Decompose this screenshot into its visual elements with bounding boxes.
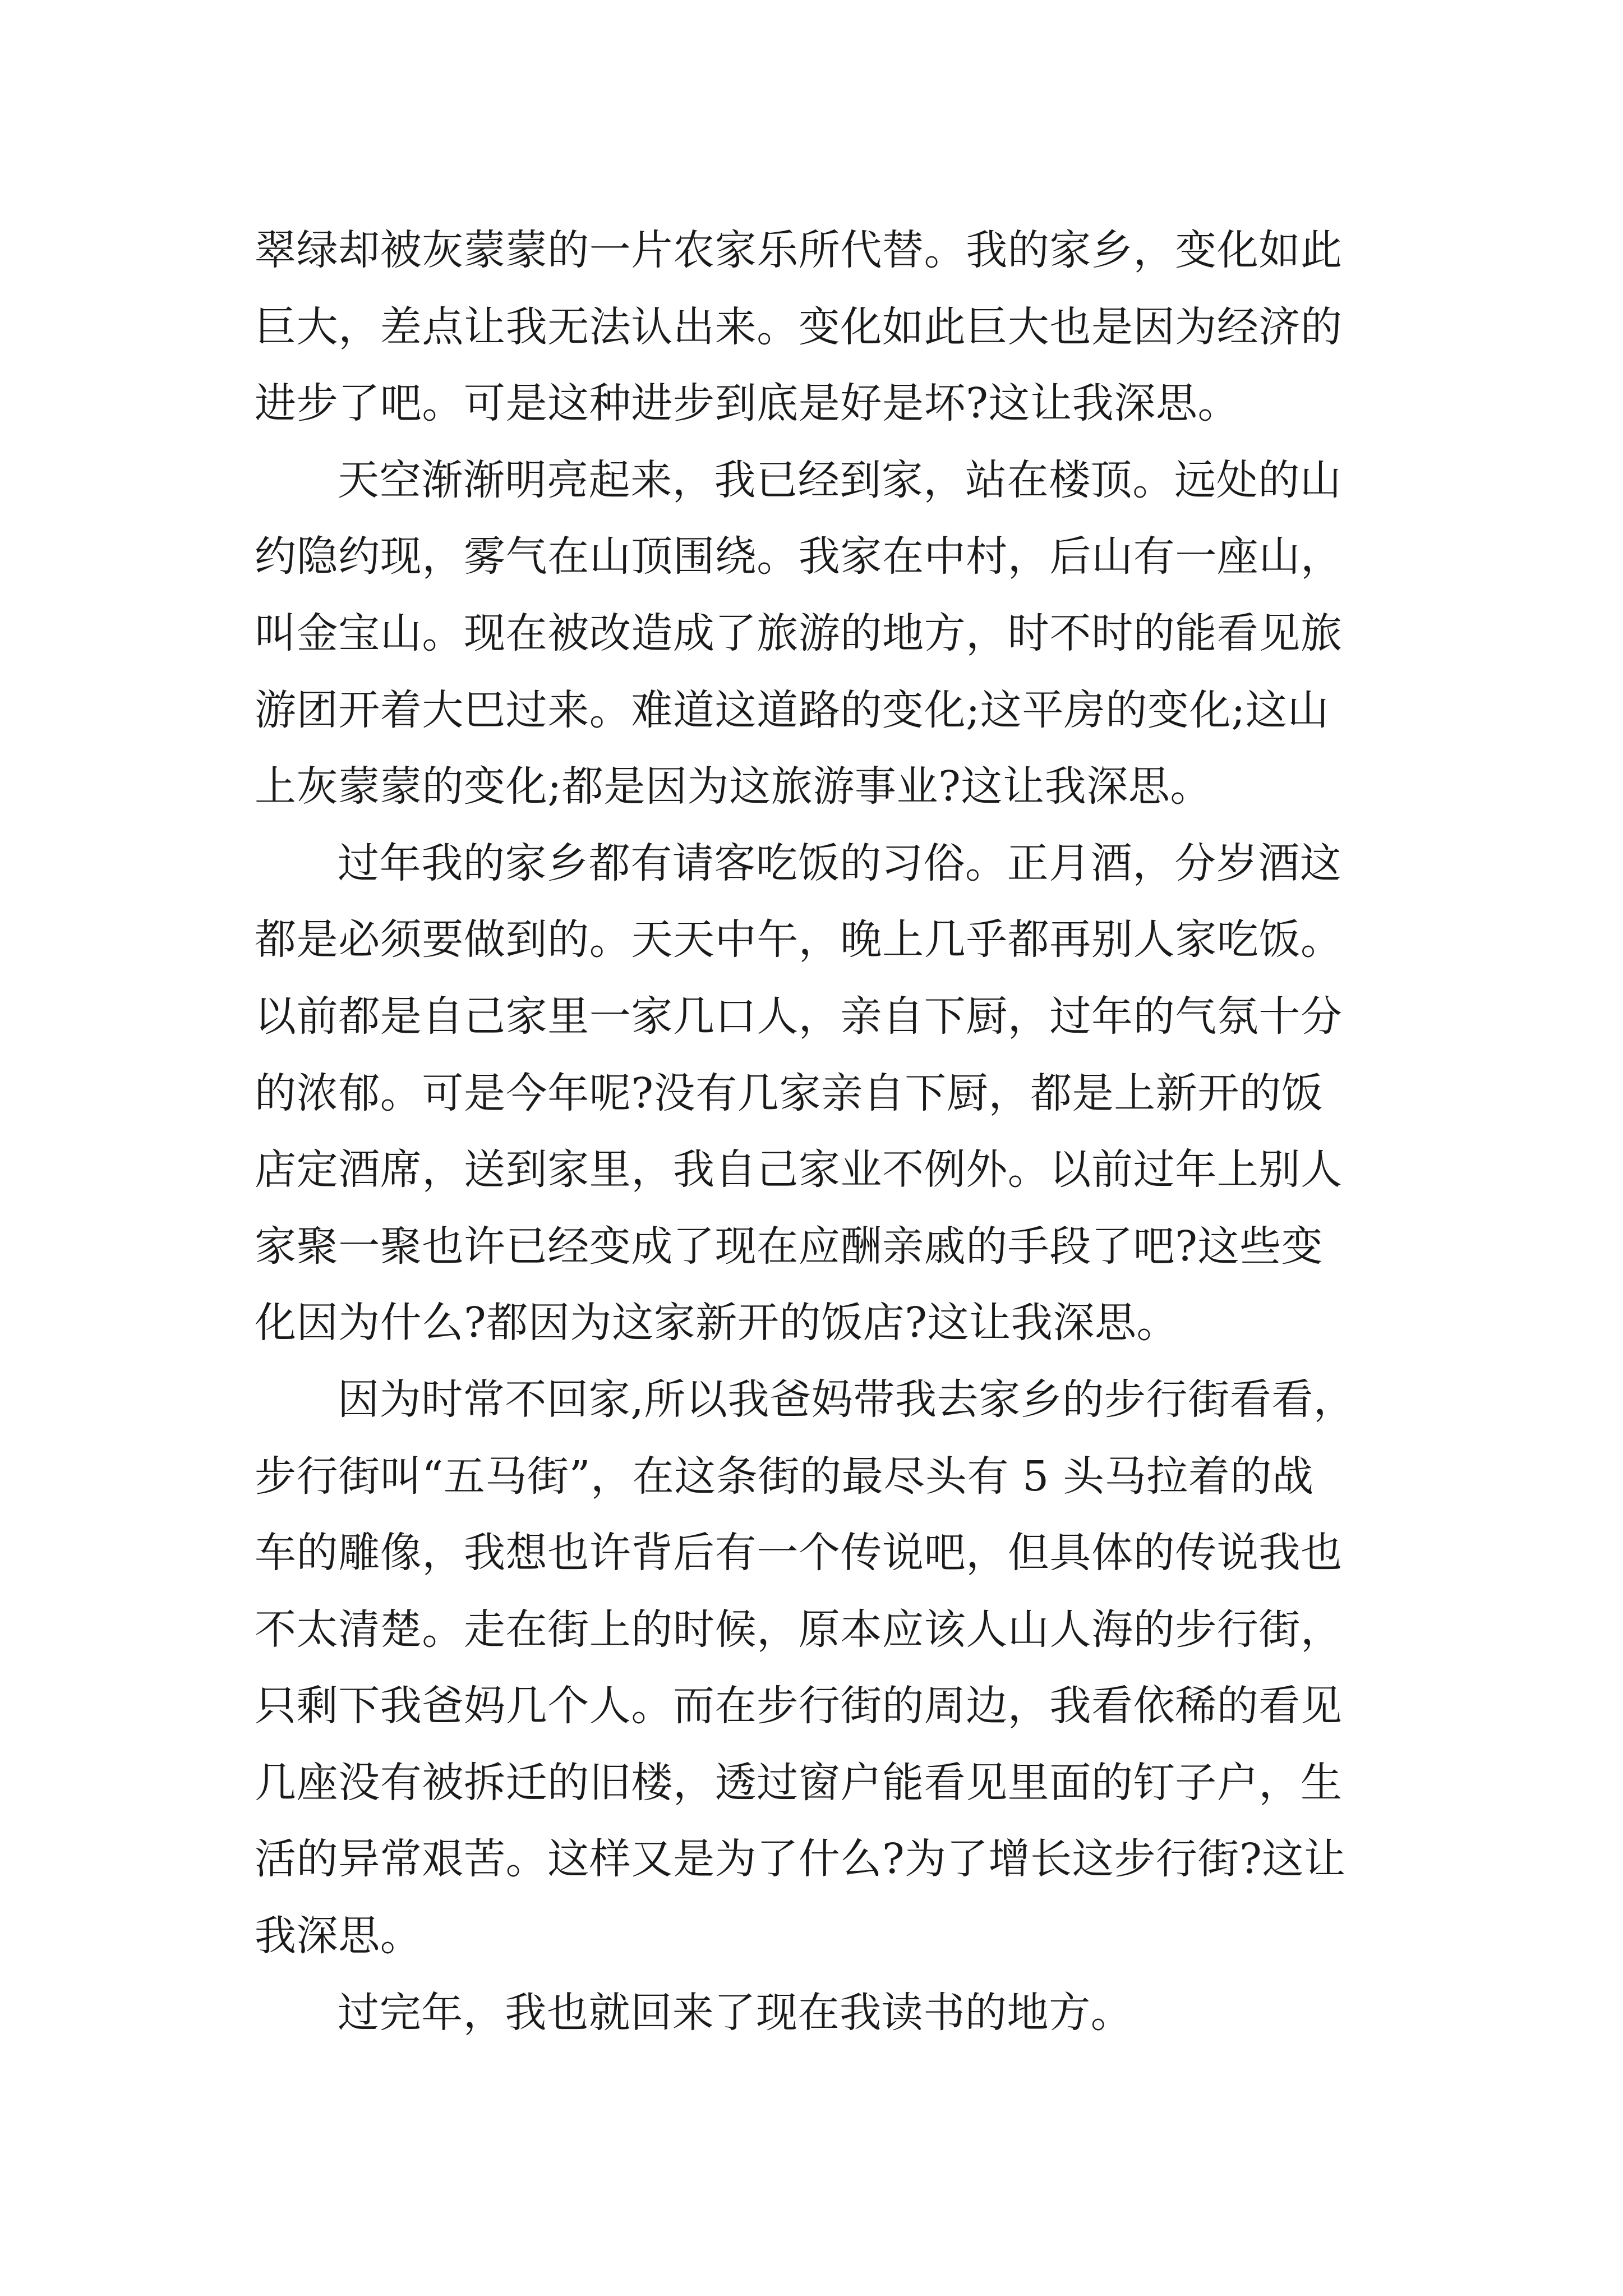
text-line: 游团开着大巴过来。难道这道路的变化;这平房的变化;这山 bbox=[255, 685, 1330, 734]
text-line: 化因为什么?都因为这家新开的饭店?这让我深思。 bbox=[255, 1299, 1179, 1347]
text-line: 约隐约现，雾气在山顶围绕。我家在中村，后山有一座山， bbox=[255, 532, 1343, 581]
text-line: 过完年，我也就回来了现在我读书的地方。 bbox=[338, 1988, 1133, 2037]
paragraph-4 bbox=[255, 1361, 1399, 1975]
text-line: 翠绿却被灰蒙蒙的一片农家乐所代替。我的家乡，变化如此 bbox=[255, 226, 1343, 274]
paragraph-1 bbox=[255, 212, 1399, 442]
paragraph-5 bbox=[255, 1975, 1399, 2051]
text-line: 活的异常艰苦。这样又是为了什么?为了增长这步行街?这让 bbox=[255, 1835, 1346, 1884]
text-line: 进步了吧。可是这种进步到底是好是坏?这让我深思。 bbox=[255, 379, 1240, 428]
text-line: 叫金宝山。现在被改造成了旅游的地方，时不时的能看见旅 bbox=[255, 609, 1343, 657]
text-line: 过年我的家乡都有请客吃饭的习俗。正月酒，分岁酒这 bbox=[338, 839, 1342, 887]
text-line: 都是必须要做到的。天天中午，晚上几乎都再别人家吃饭。 bbox=[255, 915, 1343, 964]
text-line: 因为时常不回家,所以我爸妈带我去家乡的步行街看看， bbox=[338, 1375, 1355, 1424]
text-line: 不太清楚。走在街上的时候，原本应该人山人海的步行街， bbox=[255, 1605, 1343, 1654]
text-line: 家聚一聚也许已经变成了现在应酬亲戚的手段了吧?这些变 bbox=[255, 1222, 1324, 1271]
paragraph-2 bbox=[255, 442, 1399, 825]
text-line: 我深思。 bbox=[255, 1912, 422, 1961]
essay-body bbox=[255, 212, 1399, 2051]
text-line: 天空渐渐明亮起来，我已经到家，站在楼顶。远处的山 bbox=[338, 455, 1342, 504]
text-line: 步行街叫“五马街”，在这条街的最尽头有 5 头马拉着的战 bbox=[255, 1452, 1314, 1501]
paragraph-3 bbox=[255, 825, 1399, 1361]
text-line: 上灰蒙蒙的变化;都是因为这旅游事业?这让我深思。 bbox=[255, 762, 1212, 811]
text-line: 只剩下我爸妈几个人。而在步行街的周边，我看依稀的看见 bbox=[255, 1682, 1343, 1731]
text-line: 以前都是自己家里一家几口人，亲自下厨，过年的气氛十分 bbox=[255, 992, 1343, 1041]
text-line: 店定酒席，送到家里，我自己家业不例外。以前过年上别人 bbox=[255, 1145, 1343, 1194]
text-line: 巨大，差点让我无法认出来。变化如此巨大也是因为经济的 bbox=[255, 302, 1343, 351]
text-line: 的浓郁。可是今年呢?没有几家亲自下厨，都是上新开的饭 bbox=[255, 1069, 1324, 1117]
text-line: 车的雕像，我想也许背后有一个传说吧，但具体的传说我也 bbox=[255, 1529, 1343, 1577]
text-line: 几座没有被拆迁的旧楼，透过窗户能看见里面的钉子户，生 bbox=[255, 1758, 1343, 1807]
